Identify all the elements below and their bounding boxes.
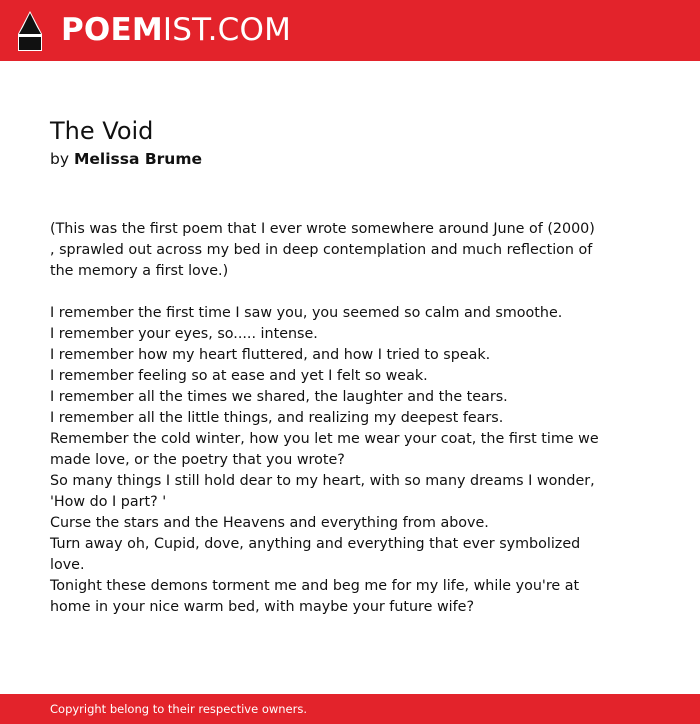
brand-light-text: IST.COM [162, 12, 292, 48]
byline-prefix: by [50, 150, 70, 168]
intro-line: (This was the first poem that I ever wrote somewhere around June of (2000) [50, 221, 595, 237]
pencil-icon[interactable] [17, 10, 43, 52]
poem-line: Tonight these demons torment me and beg me for my life, while you're at [50, 578, 580, 594]
poem-body [50, 219, 599, 618]
poem-line: Curse the stars and the Heavens and everything from above. [50, 515, 489, 531]
site-footer [0, 694, 700, 724]
author-name: Melissa Brume [73, 150, 202, 168]
poem-line: home in your nice warm bed, with maybe your future wife? [50, 599, 475, 615]
copyright-text: Copyright belong to their respective owners. [50, 702, 308, 716]
intro-line: , sprawled out across my bed in deep contemplation and much reflection of [50, 242, 593, 258]
poem-line: I remember how my heart fluttered, and how I tried to speak. [50, 347, 491, 363]
site-header [0, 0, 700, 61]
intro-line: the memory a first love.) [50, 263, 229, 279]
byline [50, 148, 202, 170]
poem-line: I remember all the little things, and realizing my deepest fears. [50, 410, 504, 426]
poem-line: Turn away oh, Cupid, dove, anything and everything that ever symbolized [50, 536, 581, 552]
brand-bold-text: POEM [61, 12, 163, 48]
poem-line: I remember your eyes, so..... intense. [50, 326, 318, 342]
poem-line: 'How do I part? ' [50, 494, 167, 510]
poem-line: So many things I still hold dear to my heart, with so many dreams I wonder, [50, 473, 595, 489]
stanza-break [50, 282, 590, 303]
poem-line: I remember the first time I saw you, you seemed so calm and smoothe. [50, 305, 563, 321]
site-logo[interactable] [61, 12, 291, 48]
poem-line: love. [50, 557, 85, 573]
poem-line: made love, or the poetry that you wrote? [50, 452, 345, 468]
poem-title: The Void [50, 117, 154, 145]
poem-line: I remember feeling so at ease and yet I felt so weak. [50, 368, 428, 384]
poem-line: I remember all the times we shared, the laughter and the tears. [50, 389, 508, 405]
poem-line: Remember the cold winter, how you let me wear your coat, the first time we [50, 431, 599, 447]
